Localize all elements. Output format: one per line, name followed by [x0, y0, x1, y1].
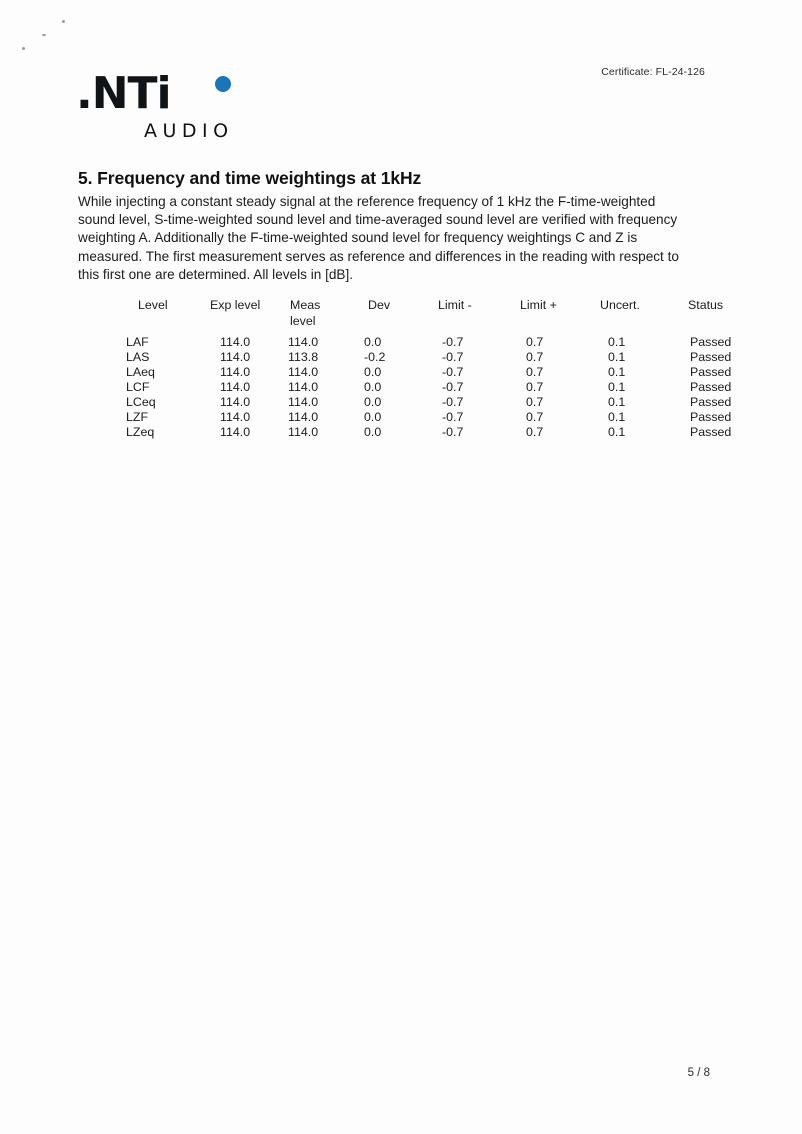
- cell-dev: 0.0: [364, 335, 382, 349]
- table-row: [126, 395, 731, 410]
- cell-limit-plus: 0.7: [526, 425, 544, 439]
- cell-meas-level: 114.0: [288, 395, 319, 409]
- column-header-dev: Dev: [368, 298, 391, 312]
- table-header-row: [126, 298, 731, 314]
- logo-subtext: AUDIO: [144, 120, 234, 142]
- cell-meas-level: 114.0: [288, 335, 319, 349]
- cell-level: LZF: [126, 410, 149, 424]
- cell-dev: 0.0: [364, 425, 382, 439]
- cell-limit-minus: -0.7: [442, 395, 464, 409]
- cell-status: Passed: [690, 395, 732, 409]
- cell-dev: 0.0: [364, 395, 382, 409]
- cell-limit-minus: -0.7: [442, 350, 464, 364]
- column-header-level: Level: [138, 298, 168, 312]
- cell-exp-level: 114.0: [220, 350, 251, 364]
- cell-limit-plus: 0.7: [526, 350, 544, 364]
- column-header-meas: Meas: [290, 298, 321, 312]
- cell-status: Passed: [690, 410, 732, 424]
- column-subheader-meas-level: level: [290, 314, 316, 328]
- table-row: [126, 335, 731, 350]
- subheader-blank: [126, 314, 184, 335]
- table-subheader-row: [126, 314, 731, 335]
- column-header-limit-plus: Limit +: [520, 298, 557, 312]
- table-body: [126, 335, 731, 440]
- cell-level: LAF: [126, 335, 149, 349]
- cell-status: Passed: [690, 380, 732, 394]
- page-number: 5 / 8: [687, 1067, 710, 1079]
- subheader-blank: [184, 314, 276, 335]
- subheader-blank: [660, 314, 731, 335]
- scan-speckle-icon: [42, 34, 46, 36]
- cell-limit-plus: 0.7: [526, 335, 544, 349]
- cell-level: LAeq: [126, 365, 155, 379]
- cell-level: LAS: [126, 350, 150, 364]
- cell-exp-level: 114.0: [220, 335, 251, 349]
- column-header-status: Status: [688, 298, 724, 312]
- cell-uncert: 0.1: [608, 335, 626, 349]
- cell-limit-plus: 0.7: [526, 380, 544, 394]
- measurement-results-table: [126, 298, 731, 440]
- cell-limit-minus: -0.7: [442, 380, 464, 394]
- cell-uncert: 0.1: [608, 395, 626, 409]
- scan-speckle-icon: [22, 47, 25, 50]
- cell-limit-minus: -0.7: [442, 335, 464, 349]
- cell-limit-minus: -0.7: [442, 410, 464, 424]
- cell-exp-level: 114.0: [220, 395, 251, 409]
- cell-dev: 0.0: [364, 410, 382, 424]
- section-body-text: While injecting a constant steady signal at the reference frequency of 1 kHz the F-time-weighted sound level, S-time-weighted sound level and time-averaged sound level are verified with frequency weighting A. Additionally the F-time-weighted sound level for frequency weightings C and Z is measured. The first measurement serves as reference and differences in the reading with respect to this first one are determined. All levels in [dB].: [78, 194, 679, 282]
- cell-limit-minus: -0.7: [442, 425, 464, 439]
- cell-uncert: 0.1: [608, 380, 626, 394]
- cell-status: Passed: [690, 350, 732, 364]
- table-header: [126, 298, 731, 335]
- cell-uncert: 0.1: [608, 365, 626, 379]
- table-row: [126, 350, 731, 365]
- cell-limit-plus: 0.7: [526, 410, 544, 424]
- table-row: [126, 410, 731, 425]
- logo-wordmark: .NTi: [76, 68, 171, 119]
- cell-dev: -0.2: [364, 350, 386, 364]
- subheader-blank: [496, 314, 578, 335]
- cell-level: LCeq: [126, 395, 156, 409]
- cell-uncert: 0.1: [608, 425, 626, 439]
- table-row: [126, 380, 731, 395]
- cell-level: LZeq: [126, 425, 155, 439]
- cell-status: Passed: [690, 365, 732, 379]
- cell-dev: 0.0: [364, 380, 382, 394]
- section-title: 5. Frequency and time weightings at 1kHz: [78, 168, 422, 188]
- cell-meas-level: 113.8: [288, 350, 319, 364]
- nti-audio-logo: [76, 68, 296, 142]
- cell-limit-plus: 0.7: [526, 365, 544, 379]
- cell-exp-level: 114.0: [220, 365, 251, 379]
- certificate-number: Certificate: FL-24-126: [601, 66, 705, 78]
- cell-meas-level: 114.0: [288, 410, 319, 424]
- cell-meas-level: 114.0: [288, 425, 319, 439]
- scan-speckle-icon: [62, 20, 66, 24]
- cell-limit-minus: -0.7: [442, 365, 464, 379]
- cell-meas-level: 114.0: [288, 365, 319, 379]
- subheader-blank: [420, 314, 496, 335]
- cell-meas-level: 114.0: [288, 380, 319, 394]
- subheader-blank: [342, 314, 420, 335]
- column-header-limit-minus: Limit -: [438, 298, 472, 312]
- cell-status: Passed: [690, 425, 732, 439]
- cell-uncert: 0.1: [608, 410, 626, 424]
- cell-exp-level: 114.0: [220, 425, 251, 439]
- column-header-exp: Exp level: [210, 298, 261, 312]
- cell-dev: 0.0: [364, 365, 382, 379]
- logo-dot-icon: [215, 76, 231, 92]
- subheader-blank: [578, 314, 660, 335]
- table-row: [126, 365, 731, 380]
- cell-limit-plus: 0.7: [526, 395, 544, 409]
- cell-exp-level: 114.0: [220, 410, 251, 424]
- cell-exp-level: 114.0: [220, 380, 251, 394]
- cell-status: Passed: [690, 335, 732, 349]
- column-header-uncert: Uncert.: [600, 298, 640, 312]
- cell-level: LCF: [126, 380, 150, 394]
- section-content: [78, 168, 718, 284]
- cell-uncert: 0.1: [608, 350, 626, 364]
- table-row: [126, 425, 731, 440]
